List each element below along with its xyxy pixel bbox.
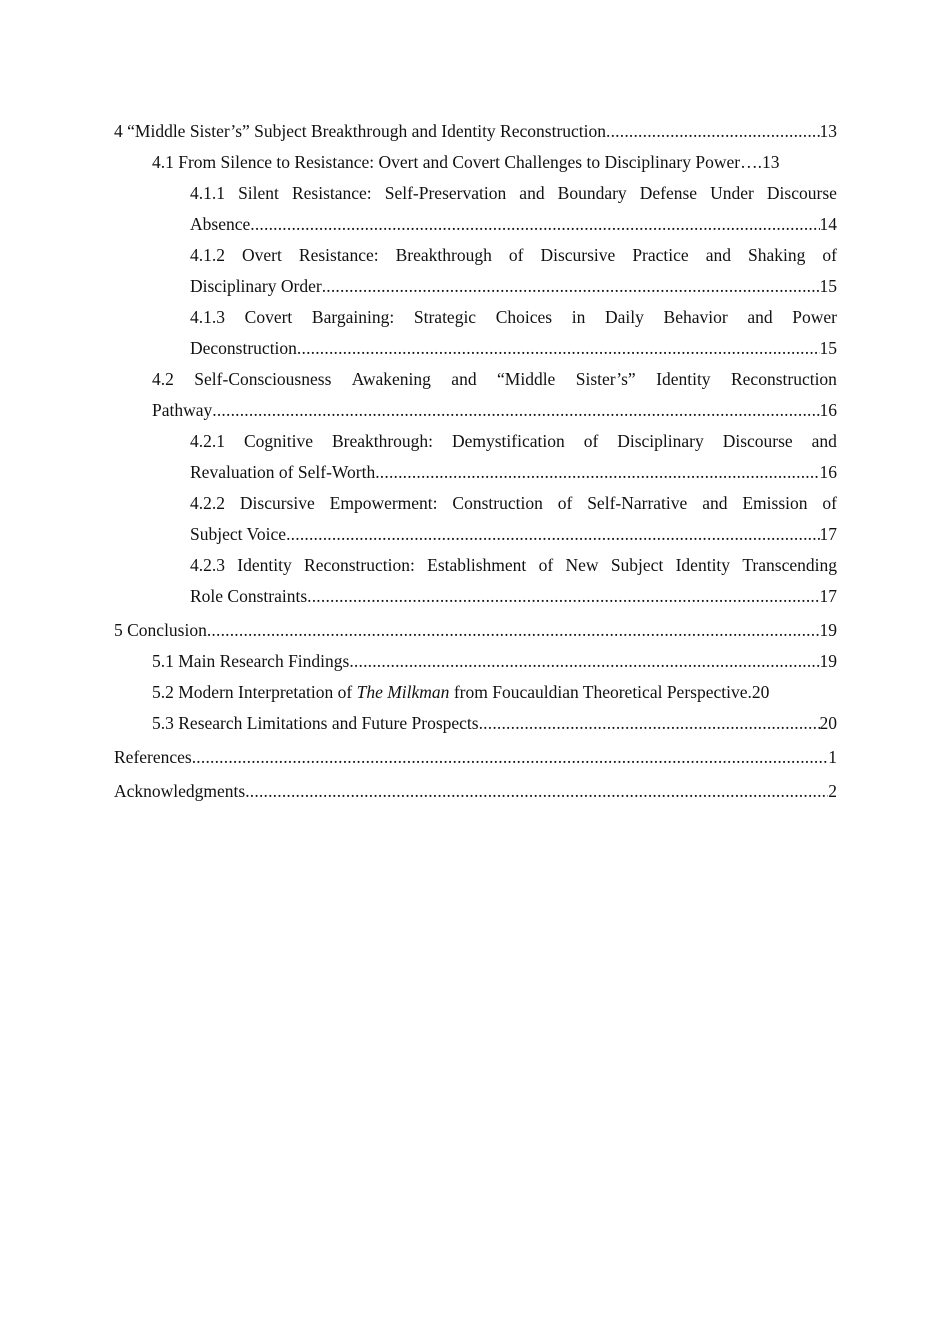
toc-title-word: and <box>705 245 731 265</box>
toc-entry-title-cont: Subject Voice <box>190 524 287 544</box>
toc-title-word: Cognitive <box>243 431 313 451</box>
toc-entry-title-line1 <box>190 178 837 209</box>
toc-title-word: Overt <box>242 245 282 265</box>
toc-entry-title-line1 <box>152 364 837 395</box>
toc-entry-title-line1 <box>190 240 837 271</box>
toc-title-word: Reconstruction <box>730 369 837 389</box>
toc-title-word: Choices <box>495 307 553 327</box>
toc-title-word: and <box>451 369 477 389</box>
toc-title-word: Discursive <box>239 493 315 513</box>
toc-title-word: 4.1.1 <box>190 183 225 203</box>
toc-entry-title-cont: Absence <box>190 214 251 234</box>
toc-title-word: in <box>571 307 586 327</box>
toc-title-word: Shaking <box>748 245 806 265</box>
toc-title-word: 4.2.3 <box>190 555 225 575</box>
dot-leader <box>322 271 820 302</box>
toc-title-word: Demystification <box>451 431 565 451</box>
toc-title-word: Self-Preservation <box>384 183 507 203</box>
toc-entry-title: 5.1 Main Research Findings <box>152 651 350 671</box>
toc-title-word: Discourse <box>722 431 793 451</box>
toc-title-word: of <box>822 245 837 265</box>
toc-page-number: 1 <box>828 747 837 767</box>
toc-title-word: Daily <box>605 307 644 327</box>
toc-title-word: of <box>583 431 599 451</box>
toc-title-word: New <box>565 555 599 575</box>
toc-title-word: Self-Consciousness <box>194 369 332 389</box>
toc-page-number: 19 <box>819 620 837 640</box>
toc-entry-5-2[interactable] <box>114 677 837 708</box>
toc-page-number: 16 <box>819 462 837 482</box>
toc-title-word: Subject <box>610 555 664 575</box>
toc-entry-title-cont: Role Constraints <box>190 586 308 606</box>
toc-entry-title-part: 5.2 Modern Interpretation of <box>152 682 357 702</box>
toc-title-word: Strategic <box>413 307 477 327</box>
toc-title-word: Resistance: <box>291 183 372 203</box>
toc-entry-title-cont: Deconstruction <box>190 338 297 358</box>
toc-entry-title: Acknowledgments <box>114 781 246 801</box>
toc-title-word: Identity <box>656 369 711 389</box>
toc-entry-title-cont: Revaluation of Self-Worth <box>190 462 376 482</box>
toc-entry-title <box>152 677 752 708</box>
toc-entry-title: 5 Conclusion <box>114 620 207 640</box>
toc-entry-4-1-3[interactable] <box>114 302 837 364</box>
toc-title-word: and <box>811 431 837 451</box>
book-title: The Milkman <box>356 682 450 702</box>
toc-page-number: 17 <box>819 586 837 606</box>
toc-entry-title-part: from Foucauldian Theoretical Perspective. <box>449 682 752 702</box>
toc-title-word: Silent <box>238 183 279 203</box>
table-of-contents <box>114 116 837 807</box>
toc-title-word: Emission <box>742 493 808 513</box>
toc-page-number: 16 <box>819 400 837 420</box>
toc-entry-chapter-4[interactable] <box>114 116 837 147</box>
toc-entry-4-2-3[interactable] <box>114 550 837 612</box>
toc-title-word: 4.2.2 <box>190 493 225 513</box>
toc-entry-title-line2 <box>152 395 837 426</box>
toc-entry-acknowledgments[interactable] <box>114 776 837 807</box>
toc-title-word: Discourse <box>766 183 837 203</box>
dot-leader <box>192 742 829 773</box>
toc-page-number: 17 <box>819 524 837 544</box>
toc-title-word: Identity <box>237 555 292 575</box>
toc-title-word: Discursive <box>540 245 616 265</box>
toc-title-word: Breakthrough <box>395 245 492 265</box>
toc-title-word: Breakthrough: <box>331 431 434 451</box>
toc-entry-title-line2 <box>190 209 837 240</box>
toc-page-number: 2 <box>828 781 837 801</box>
toc-title-word: 4.1.2 <box>190 245 225 265</box>
toc-entry-title-line1 <box>190 426 837 457</box>
toc-entry-title: 4.1 From Silence to Resistance: Overt and Covert Challenges to Disciplinary Power <box>152 152 741 172</box>
toc-title-word: and <box>702 493 728 513</box>
toc-title-word: Under <box>710 183 754 203</box>
dot-leader <box>349 646 819 677</box>
toc-entry-5-1[interactable] <box>114 646 837 677</box>
toc-title-word: Self-Narrative <box>587 493 688 513</box>
dot-leader <box>606 116 819 147</box>
toc-title-word: of <box>508 245 524 265</box>
toc-title-word: Power <box>792 307 837 327</box>
toc-entry-title-line2 <box>190 581 837 612</box>
toc-page-number: 20 <box>751 682 770 702</box>
toc-title-word: and <box>519 183 545 203</box>
toc-page-number: 13 <box>761 152 780 172</box>
toc-title-word: Empowerment: <box>329 493 438 513</box>
dot-leader <box>250 209 819 240</box>
toc-entry-title-line2 <box>190 519 837 550</box>
toc-page-number: 20 <box>819 713 837 733</box>
toc-title-word: and <box>747 307 773 327</box>
dot-leader <box>307 581 819 612</box>
toc-title-word: Boundary <box>557 183 627 203</box>
toc-entry-4-1-1[interactable] <box>114 178 837 240</box>
toc-title-word: of <box>538 555 554 575</box>
dot-leader <box>245 776 828 807</box>
toc-page-number: 13 <box>819 121 837 141</box>
dot-leader <box>297 333 820 364</box>
toc-entry-title-line2 <box>190 333 837 364</box>
dot-leader <box>286 519 819 550</box>
toc-title-word: Identity <box>675 555 731 575</box>
toc-title-word: Resistance: <box>298 245 379 265</box>
toc-title-word: Defense <box>639 183 698 203</box>
toc-entry-4-2-1[interactable] <box>114 426 837 488</box>
toc-entry-title-cont: Pathway <box>152 400 213 420</box>
toc-title-word: Reconstruction: <box>304 555 415 575</box>
toc-page-number: 15 <box>819 276 837 296</box>
dot-leader <box>212 395 819 426</box>
toc-title-word: Establishment <box>427 555 527 575</box>
toc-title-word: Covert <box>244 307 293 327</box>
toc-page-number: 15 <box>819 338 837 358</box>
toc-entry-title-cont: Disciplinary Order <box>190 276 322 296</box>
toc-entry-title: 5.3 Research Limitations and Future Prospects <box>152 713 479 733</box>
dot-leader <box>479 708 820 739</box>
toc-title-word: of <box>557 493 573 513</box>
toc-page-number: 14 <box>819 214 837 234</box>
toc-title-word: Behavior <box>663 307 728 327</box>
toc-title-word: Bargaining: <box>311 307 395 327</box>
toc-entry-4-1[interactable] <box>114 147 837 178</box>
toc-entry-title-line1 <box>190 302 837 333</box>
toc-entry-title-line1 <box>190 550 837 581</box>
toc-title-word: Practice <box>632 245 689 265</box>
toc-entry-title: References <box>114 747 192 767</box>
toc-title-word: Disciplinary <box>617 431 704 451</box>
toc-entry-4-1-2[interactable] <box>114 240 837 302</box>
toc-separator: …. <box>740 152 762 172</box>
toc-entry-4-2-2[interactable] <box>114 488 837 550</box>
toc-entry-title: 4 “Middle Sister’s” Subject Breakthrough and Identity Reconstruction <box>114 121 607 141</box>
toc-entry-title-line1 <box>190 488 837 519</box>
toc-page-number: 19 <box>819 651 837 671</box>
toc-title-word: “Middle <box>497 369 556 389</box>
toc-title-word: Construction <box>452 493 543 513</box>
toc-title-word: 4.2.1 <box>190 431 225 451</box>
toc-entry-title-line2 <box>190 271 837 302</box>
toc-entry-chapter-5[interactable] <box>114 615 837 646</box>
toc-title-word: 4.1.3 <box>190 307 225 327</box>
toc-title-word: of <box>822 493 837 513</box>
toc-entry-title-line2 <box>190 457 837 488</box>
toc-entry-5-3[interactable] <box>114 708 837 739</box>
toc-title-word: Sister’s” <box>575 369 636 389</box>
toc-title-word: Awakening <box>351 369 431 389</box>
toc-title-word: Transcending <box>742 555 837 575</box>
toc-entry-4-2[interactable] <box>114 364 837 426</box>
toc-entry-references[interactable] <box>114 742 837 773</box>
dot-leader <box>375 457 819 488</box>
dot-leader <box>207 615 820 646</box>
toc-title-word: 4.2 <box>152 369 174 389</box>
